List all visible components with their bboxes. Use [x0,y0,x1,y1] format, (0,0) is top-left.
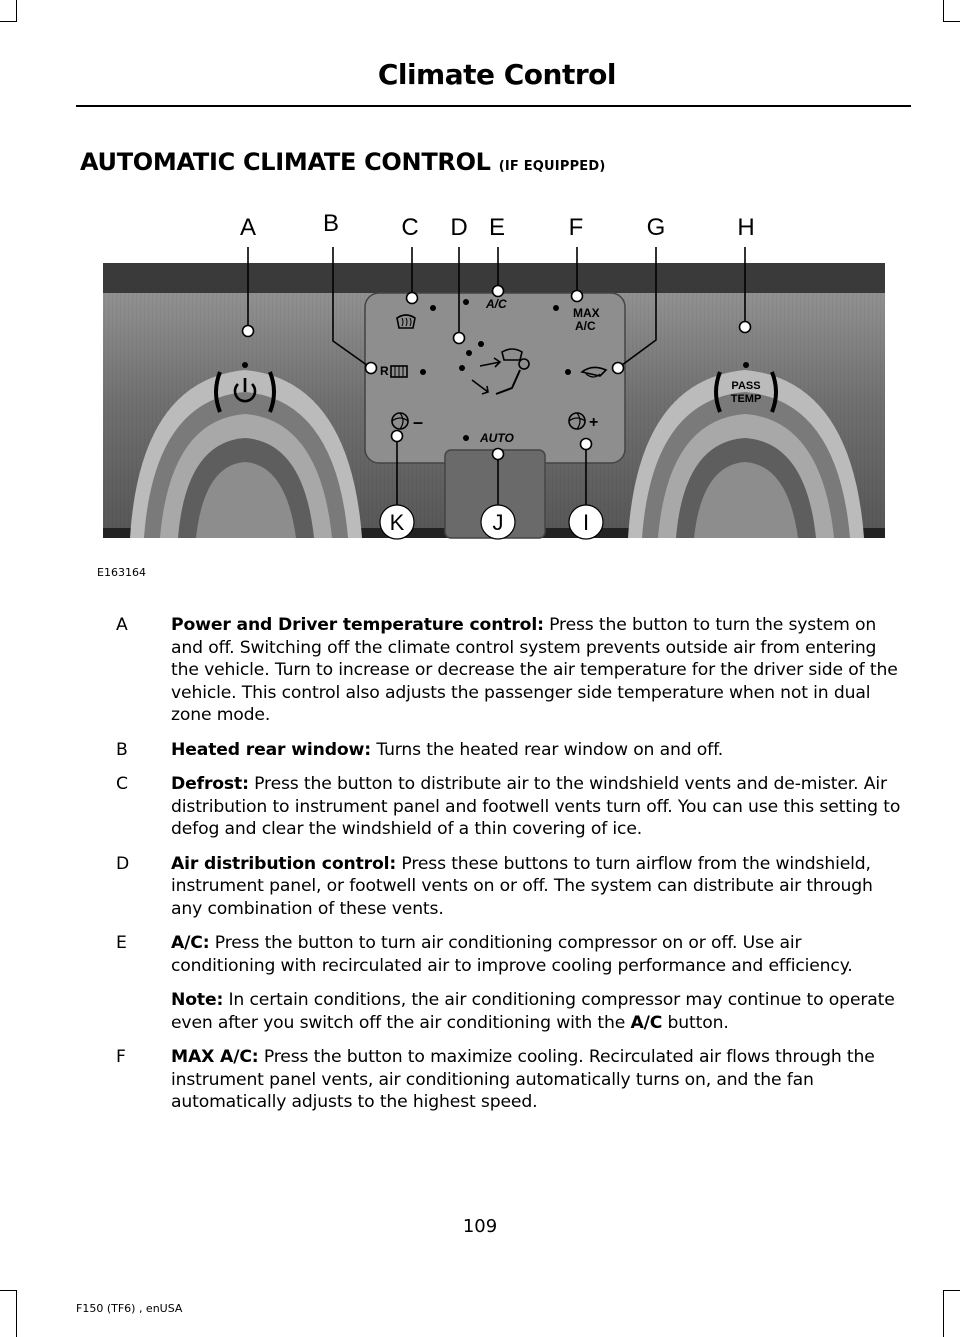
footer-doc-id: F150 (TF6) , enUSA [76,1302,183,1315]
max-ac-label: A/C [575,319,596,333]
note-bold: A/C [630,1012,663,1033]
note-text: In certain conditions, the air conditioning compressor may continue to operate even after you switch off the air conditioning with the [171,990,895,1033]
entry-text: Press the button to distribute air to the windshield vents and de-mister. Air distribution to instrument panel and footwell vents turn off. You can use this setting to defog and clear the windshield of a thin covering of ice. [171,774,901,839]
defrost-indicator-dot [430,305,436,311]
entry-text: Turns the heated rear window on and off. [371,739,724,760]
recirc-r-label: R [380,364,389,378]
callout-d: D [450,214,468,241]
air-dist-dot-2 [466,350,472,356]
entry-key: C [116,774,128,794]
note-term: Note: [171,990,224,1010]
air-dist-dot-3 [459,365,465,371]
entry-key: A [116,615,128,635]
figure-id: E163164 [97,566,146,579]
callout-e: E [488,214,506,241]
fan-plus-label: + [589,414,599,431]
auto-label: AUTO [480,431,514,445]
callout-k: K [389,510,405,535]
entry-note [171,989,906,1034]
entry-text: Press these buttons to turn airflow from the windshield, instrument panel, or footwell vents on or off. The system can distribute air through any combination of these vents. [171,853,873,919]
entry-c [116,773,906,841]
max-ac-indicator-dot [553,305,559,311]
entry-e [116,932,906,1034]
entry-key: F [116,1047,126,1067]
callout-bubble-i [569,505,603,539]
callout-h: H [737,214,755,241]
callout-g: G [646,214,666,241]
page-number: 109 [462,1216,498,1237]
crop-mark [943,0,944,22]
recirc-indicator-dot [565,369,571,375]
callout-bubble-j [481,505,515,539]
entry-term: Air distribution control: [171,853,397,874]
entry-b [116,739,906,762]
section-qualifier: (IF EQUIPPED) [498,159,606,174]
entry-text: Press the button to turn air conditioning compressor on or off. Use air conditioning with recirculated air to improve cooling performance and efficiency. [171,933,853,976]
crop-mark [943,1290,960,1291]
header-rule [76,105,911,107]
crop-mark [0,21,17,22]
climate-panel-figure [100,210,890,540]
power-indicator-dot [242,362,248,368]
pass-temp-indicator-dot [743,362,749,368]
callout-f: F [568,214,584,241]
entry-term: A/C: [171,933,210,953]
fan-minus-label: – [413,412,424,432]
air-dist-indicator-dot [463,299,469,305]
crop-mark [943,21,960,22]
ac-label: A/C [486,297,507,311]
entry-text: Press the button to turn the system on and off. Switching off the climate control system prevents outside air from entering the vehicle. Turn to increase or decrease the air temperature for the driver side of the vehicle. This control also adjusts the passenger side temperature when not in dual zone mode. [171,615,898,725]
note-tail: button. [662,1012,729,1033]
callout-descriptions [116,614,906,1126]
callout-b: B [322,210,340,237]
section-title: AUTOMATIC CLIMATE CONTROL [80,148,491,176]
callout-a: A [239,214,257,241]
crop-mark [0,1290,17,1291]
entry-term: MAX A/C: [171,1047,259,1067]
entry-term: Defrost: [171,774,249,794]
temp-label: TEMP [730,393,762,405]
auto-indicator-dot [463,435,469,441]
page-header-title: Climate Control [377,58,616,91]
max-label: MAX [573,306,600,320]
crop-mark [16,0,17,22]
entry-key: E [116,933,127,953]
entry-key: D [116,853,130,874]
air-dist-dot-1 [478,341,484,347]
callout-bubble-k [380,505,414,539]
section-heading [80,148,606,176]
entry-term: Power and Driver temperature control: [171,615,544,635]
pass-label: PASS [731,380,761,392]
crop-mark [943,1290,944,1337]
entry-d [116,853,906,921]
callout-j: J [492,510,504,535]
entry-a [116,614,906,727]
entry-term: Heated rear window: [171,739,372,760]
entry-text: Press the button to maximize cooling. Recirculated air flows through the instrument panel vents, air conditioning automatically turns on, and the fan automatically adjusts to the highest speed. [171,1047,875,1112]
crop-mark [16,1290,17,1337]
callout-i: I [582,510,590,535]
entry-f [116,1046,906,1114]
callout-c: C [401,214,419,241]
entry-key: B [116,739,128,760]
rear-window-indicator-dot [420,369,426,375]
